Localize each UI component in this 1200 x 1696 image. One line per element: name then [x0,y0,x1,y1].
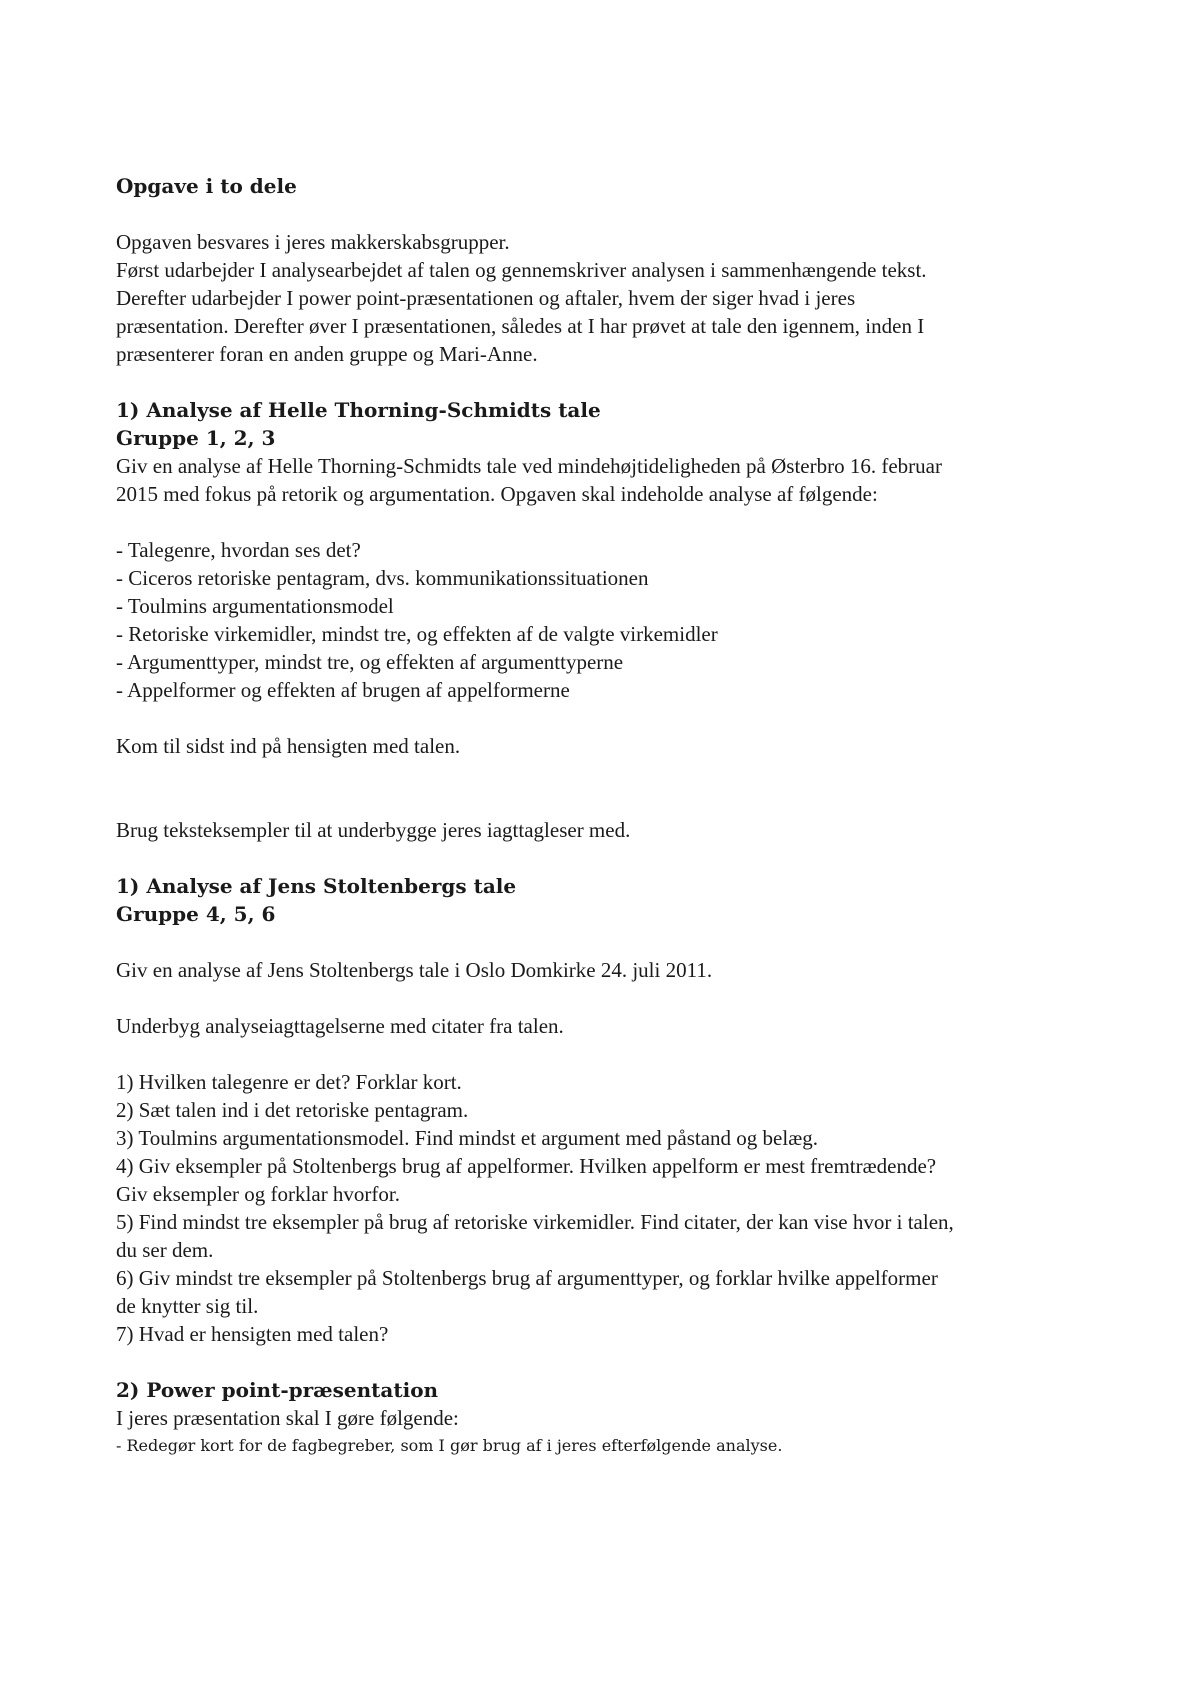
list-item: - Argumenttyper, mindst tre, og effekten af argumenttyperne [116,650,624,674]
group-label: Gruppe 1, 2, 3 [116,426,276,450]
list-item: - Redegør kort for de fagbegreber, som I gør brug af i jeres efterfølgende analyse. [116,1436,783,1455]
question-list [116,1068,1106,1348]
question-line: du ser dem. [116,1238,214,1262]
question-line: 2) Sæt talen ind i det retoriske pentagram. [116,1098,469,1122]
intro-line: Først udarbejder I analysearbejdet af talen og gennemskriver analysen i sammenhængende tekst. [116,258,927,282]
section-heading: 1) Analyse af Jens Stoltenbergs tale [116,874,517,898]
section-heading: 2) Power point-præsentation [116,1378,439,1402]
support-line: Underbyg analyseiagttagelserne med citater fra talen. [116,1014,564,1038]
intro-line: præsentation. Derefter øver I præsentationen, således at I har prøvet at tale den igennem, inden I [116,314,925,338]
document-title: Opgave i to dele [116,174,297,198]
question-line: 4) Giv eksempler på Stoltenbergs brug af appelformer. Hvilken appelform er mest fremtrædende? [116,1154,937,1178]
question-line: de knytter sig til. [116,1294,259,1318]
closing-line: Kom til sidst ind på hensigten med talen. [116,734,461,758]
intro-paragraph [116,228,1106,368]
group-label: Gruppe 4, 5, 6 [116,902,276,926]
section-powerpoint [116,1376,1106,1460]
question-line: Giv eksempler og forklar hvorfor. [116,1182,401,1206]
list-item: - Appelformer og effekten af brugen af appelformerne [116,678,570,702]
list-item: - Ciceros retoriske pentagram, dvs. kommunikationssituationen [116,566,649,590]
section-stoltenberg-analysis [116,872,1106,1348]
intro-line: præsenterer foran en anden gruppe og Mari-Anne. [116,342,538,366]
section-description-line: Giv en analyse af Helle Thorning-Schmidts tale ved mindehøjtideligheden på Østerbro 16. februar [116,454,942,478]
list-item: - Toulmins argumentationsmodel [116,594,394,618]
question-line: 6) Giv mindst tre eksempler på Stoltenbergs brug af argumenttyper, og forklar hvilke appelformer [116,1266,938,1290]
section-heading: 1) Analyse af Helle Thorning-Schmidts tale [116,398,601,422]
list-item: - Talegenre, hvordan ses det? [116,538,361,562]
question-line: 5) Find mindst tre eksempler på brug af retoriske virkemidler. Find citater, der kan vise hvor i talen, [116,1210,954,1234]
question-line: 7) Hvad er hensigten med talen? [116,1322,389,1346]
section-description: Giv en analyse af Jens Stoltenbergs tale i Oslo Domkirke 24. juli 2011. [116,958,713,982]
document-body [116,172,1106,1460]
analysis-item-list [116,536,1106,704]
question-line: 3) Toulmins argumentationsmodel. Find mindst et argument med påstand og belæg. [116,1126,818,1150]
section-helle-analysis [116,396,1106,844]
list-item: - Retoriske virkemidler, mindst tre, og effekten af de valgte virkemidler [116,622,718,646]
section-description-line: 2015 med fokus på retorik og argumentation. Opgaven skal indeholde analyse af følgende: [116,482,878,506]
intro-line: Derefter udarbejder I power point-præsentationen og aftaler, hvem der siger hvad i jeres [116,286,856,310]
question-line: 1) Hvilken talegenre er det? Forklar kort. [116,1070,462,1094]
intro-line: Opgaven besvares i jeres makkerskabsgrupper. [116,230,510,254]
section-intro: I jeres præsentation skal I gøre følgende: [116,1406,459,1430]
note-line: Brug teksteksempler til at underbygge jeres iagttagleser med. [116,818,631,842]
